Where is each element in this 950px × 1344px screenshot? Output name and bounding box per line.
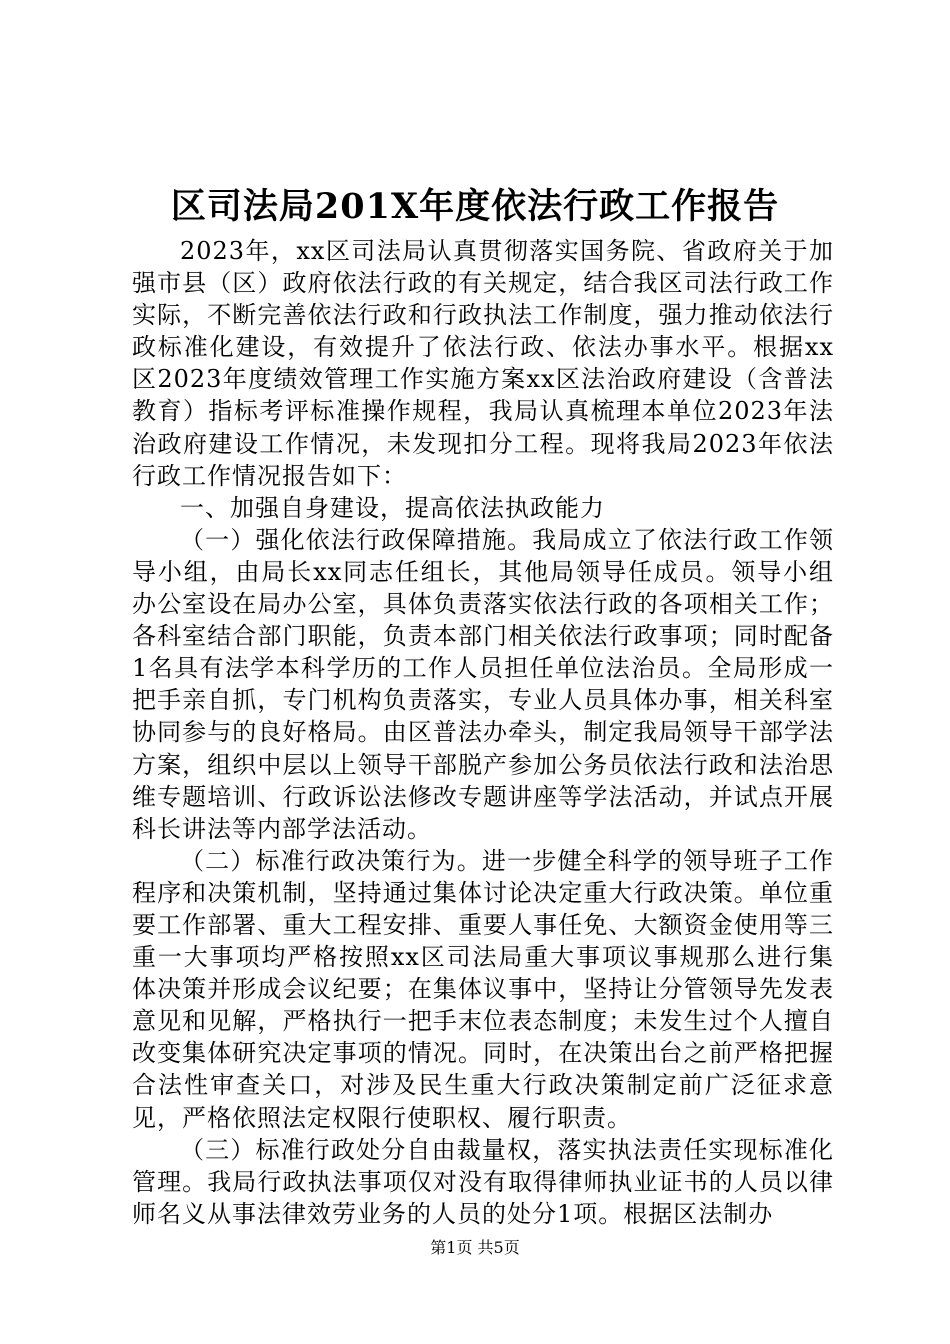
document-title: 区司法局201X年度依法行政工作报告 xyxy=(170,186,780,227)
subsection-2-paragraph: （二）标准行政决策行为。进一步健全科学的领导班子工作程序和决策机制，坚持通过集体讨论决定重大行政决策。单位重要工作部署、重大工程安排、重要人事任免、大额资金使用等三重一大事项均严格按照xx区司法局重大事项议事规那么进行集体决策并形成会议纪要；在集体议事中，坚持让分管领导先发表意见和见解，严格执行一把手末位表态制度；未发生过个人擅自改变集体研究决定事项的情况。同时，在决策出台之前严格把握合法性审查关口，对涉及民生重大行政决策制定前广泛征求意见，严格依照法定权限行使职权、履行职责。 xyxy=(132,846,834,1132)
subsection-3-paragraph: （三）标准行政处分自由裁量权，落实执法责任实现标准化管理。我局行政执法事项仅对没有取得律师执业证书的人员以律师名义从事法律效劳业务的人员的处分1项。根据区法制办 xyxy=(132,1135,834,1228)
section-heading-1: 一、加强自身建设，提高依法执政能力 xyxy=(180,493,605,522)
document-body xyxy=(132,235,834,1230)
page-footer: 第1页 共5页 xyxy=(430,1238,520,1257)
intro-paragraph: 2023年，xx区司法局认真贯彻落实国务院、省政府关于加强市县（区）政府依法行政的有关规定，结合我区司法行政工作实际，不断完善依法行政和行政执法工作制度，强力推动依法行政标准化建设，有效提升了依法行政、依法办事水平。根据xx区2023年度绩效管理工作实施方案xx区法治政府建设（含普法教育）指标考评标准操作规程，我局认真梳理本单位2023年法治政府建设工作情况，未发现扣分工程。现将我局2023年依法行政工作情况报告如下： xyxy=(132,237,834,490)
subsection-1-paragraph: （一）强化依法行政保障措施。我局成立了依法行政工作领导小组，由局长xx同志任组长，其他局领导任成员。领导小组办公室设在局办公室，具体负责落实依法行政的各项相关工作；各科室结合部门职能，负责本部门相关依法行政事项；同时配备1名具有法学本科学历的工作人员担任单位法治员。全局形成一把手亲自抓，专门机构负责落实，专业人员具体办事，相关科室协同参与的良好格局。由区普法办牵头，制定我局领导干部学法方案，组织中层以上领导干部脱产参加公务员依法行政和法治思维专题培训、行政诉讼法修改专题讲座等学法活动，并试点开展科长讲法等内部学法活动。 xyxy=(132,525,834,843)
